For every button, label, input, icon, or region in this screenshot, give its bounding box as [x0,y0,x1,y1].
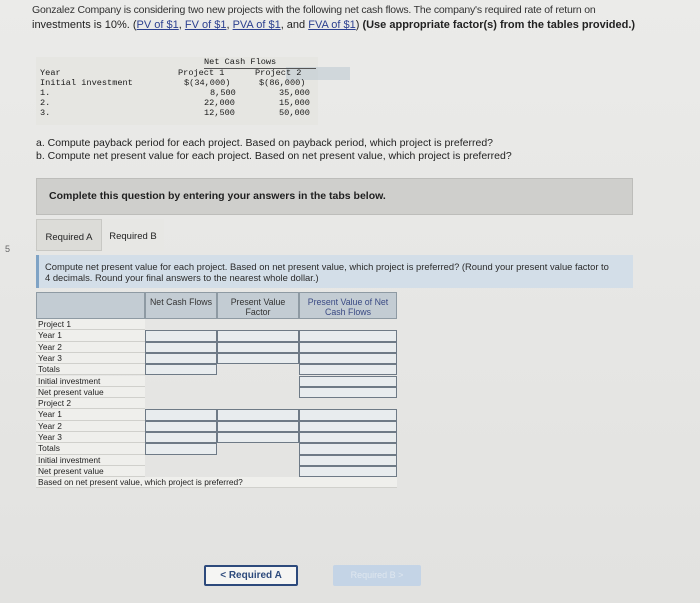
worksheet-row-label: Totals [36,443,145,454]
worksheet-row [36,364,397,375]
worksheet-row [36,432,397,443]
worksheet-row-label: Year 1 [36,330,145,341]
pv-input[interactable] [299,342,397,353]
worksheet-row [36,330,397,341]
worksheet-row-label: Year 3 [36,432,145,443]
row-year: 3. [40,108,51,118]
worksheet-row [36,477,397,488]
worksheet-row [36,409,397,420]
net-cash-flow-input[interactable] [145,432,217,443]
link-pv-of-1[interactable]: PV of $1 [136,19,179,31]
pv-input[interactable] [299,432,397,443]
worksheet-row [36,319,397,330]
intro-suffix: (Use appropriate factor(s) from the tables provided.) [362,19,636,31]
worksheet-row-label: Project 2 [36,398,145,409]
pv-input[interactable] [299,421,397,432]
worksheet-row [36,455,397,466]
link-fva-of-1[interactable]: FVA of $1 [308,19,356,31]
worksheet-row-label: Year 2 [36,421,145,432]
npv-worksheet [36,292,398,540]
question-a: a. Compute payback period for each project. Based on payback period, which project is preferred? [36,137,494,149]
pv-input[interactable] [299,387,397,398]
row-p1: 22,000 [204,98,235,108]
worksheet-row-label: Initial investment [36,455,145,466]
instructions-banner [36,178,633,215]
next-required-b-button[interactable]: Required B > [333,565,421,586]
pv-factor-input[interactable] [217,330,299,341]
row-p1: $(34,000) [184,78,231,88]
worksheet-row [36,466,397,477]
worksheet-row-label: Totals [36,364,145,375]
row-p2: $(86,000) [259,78,306,88]
tab-bar [36,219,633,256]
net-cash-flow-input[interactable] [145,353,217,364]
cash-flow-title: Net Cash Flows [204,57,277,67]
problem-intro-line2: investments is 10%. (PV of $1, FV of $1, PVA of $1, and FVA of $1) (Use appropriate factor(s) from the tables provided.) [32,19,636,31]
header-pv-factor: Present Value Factor [217,292,299,319]
worksheet-row [36,353,397,364]
pv-input[interactable] [299,466,397,477]
row-p1: 8,500 [210,88,236,98]
row-p2: 35,000 [279,88,310,98]
worksheet-row-label: Year 3 [36,353,145,364]
worksheet-row-label: Project 1 [36,319,145,330]
margin-mark: 5 [5,244,11,254]
worksheet-row [36,398,397,409]
worksheet-row [36,376,397,387]
net-cash-flow-input[interactable] [145,421,217,432]
net-cash-flow-input[interactable] [145,364,217,375]
net-cash-flow-input[interactable] [145,330,217,341]
instruction-text: Compute net present value for each project. Based on net present value, which project is preferred? (Round your present value factor to 4 decimals. Round your final answers to the nearest whole dollar.) [45,261,609,283]
worksheet-row [36,443,397,454]
net-cash-flow-input[interactable] [145,409,217,420]
worksheet-row [36,342,397,353]
row-p1: 12,500 [204,108,235,118]
pv-factor-input[interactable] [217,421,299,432]
net-cash-flow-input[interactable] [145,443,217,454]
link-pva-of-1[interactable]: PVA of $1 [232,19,281,31]
worksheet-row-label: Initial investment [36,376,145,387]
pv-factor-input[interactable] [217,432,299,443]
back-required-a-button[interactable]: < Required A [204,565,298,586]
pv-input[interactable] [299,376,397,387]
tab-required-a[interactable]: Required A [36,219,102,251]
header-pv-net-cash-flows: Present Value of Net Cash Flows [299,292,397,319]
net-cash-flow-input[interactable] [145,342,217,353]
row-p2: 15,000 [279,98,310,108]
worksheet-row [36,387,397,398]
pv-input[interactable] [299,330,397,341]
col-project2: Project 2 [255,68,302,78]
tab-required-b[interactable]: Required B [102,219,164,251]
problem-intro-line1: Gonzalez Company is considering two new projects with the following net cash flows. The company's required rate of return on [32,4,596,16]
col-project1: Project 1 [178,68,225,78]
pv-factor-input[interactable] [217,342,299,353]
questions [36,137,512,163]
pv-input[interactable] [299,353,397,364]
banner-text: Complete this question by entering your answers in the tabs below. [49,190,386,202]
row-p2: 50,000 [279,108,310,118]
pv-input[interactable] [299,364,397,375]
row-year: 2. [40,98,51,108]
worksheet-row-label: Year 1 [36,409,145,420]
pv-factor-input[interactable] [217,409,299,420]
col-year: Year [40,68,61,78]
cash-flow-table [36,57,318,125]
worksheet-row [36,421,397,432]
pv-input[interactable] [299,409,397,420]
worksheet-row-label: Net present value [36,466,145,477]
link-fv-of-1[interactable]: FV of $1 [184,19,227,31]
worksheet-row-label: Year 2 [36,342,145,353]
worksheet-row-label: Net present value [36,387,145,398]
worksheet-row-label: Based on net present value, which project is preferred? [36,477,397,488]
header-net-cash-flows: Net Cash Flows [145,292,217,319]
question-b: b. Compute net present value for each project. Based on net present value, which project is preferred? [36,150,512,162]
pv-factor-input[interactable] [217,353,299,364]
row-year: Initial investment [40,78,133,88]
row-year: 1. [40,88,51,98]
required-b-instruction [36,255,633,288]
pv-input[interactable] [299,443,397,454]
header-blank [36,292,145,319]
pv-input[interactable] [299,455,397,466]
intro-prefix: investments is 10%. ( [32,19,137,31]
